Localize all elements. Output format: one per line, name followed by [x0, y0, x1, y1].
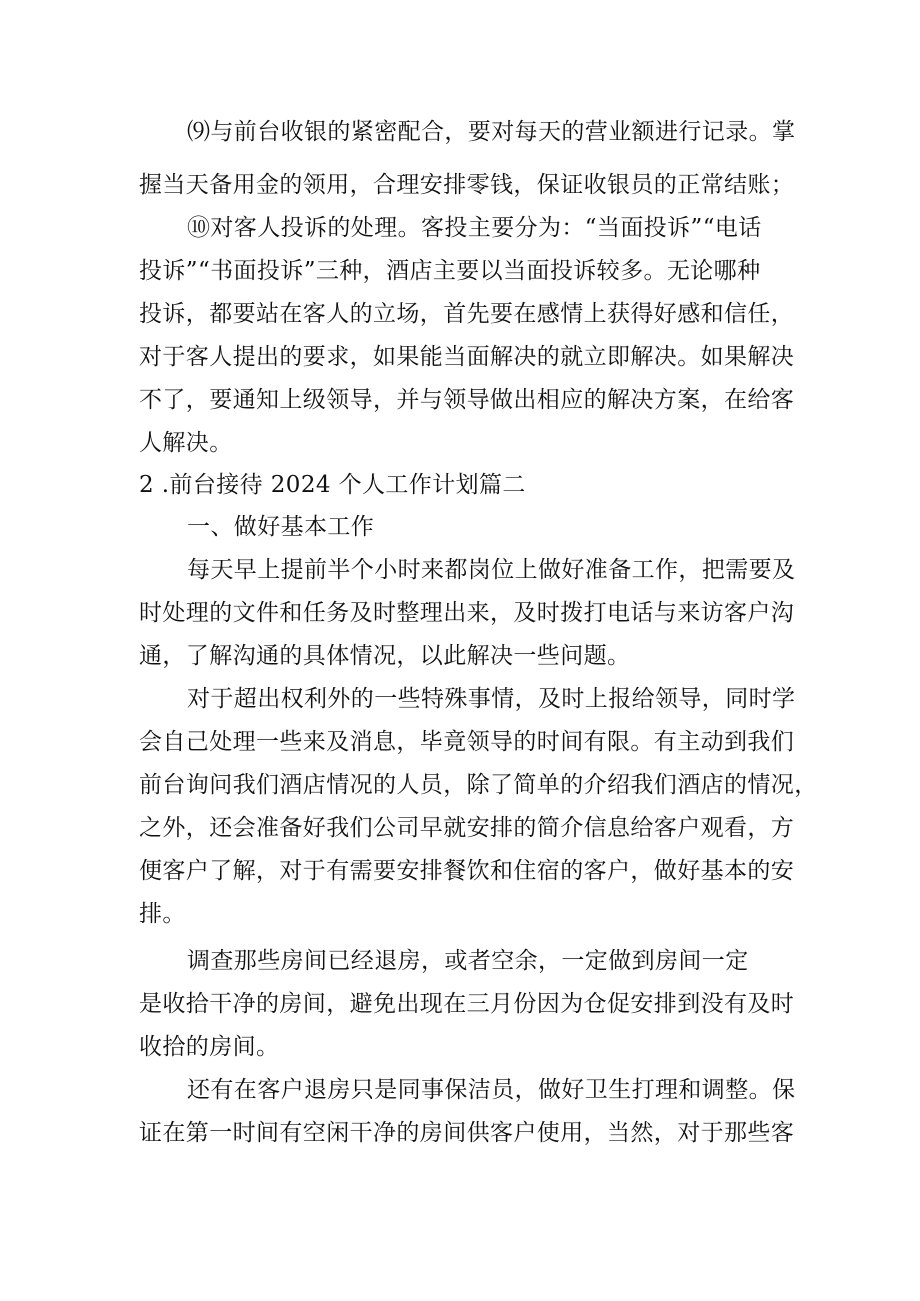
paragraph-line: 通，了解沟通的具体情况，以此解决一些问题。	[139, 643, 631, 669]
paragraph-line: 前台询问我们酒店情况的人员，除了简单的介绍我们酒店的情况，	[139, 772, 818, 798]
paragraph-line: 是收拾干净的房间，避免出现在三月份因为仓促安排到没有及时	[139, 991, 795, 1017]
paragraph-line: 收拾的房间。	[139, 1034, 280, 1060]
paragraph-line: 之外，还会准备好我们公司早就安排的简介信息给客户观看，方	[139, 815, 795, 841]
paragraph-line: 每天早上提前半个小时来都岗位上做好准备工作，把需要及	[187, 557, 796, 583]
paragraph-line: 时处理的文件和任务及时整理出来，及时拨打电话与来访客户沟	[139, 600, 795, 626]
paragraph-line: 人解决。	[139, 430, 233, 456]
paragraph-line: 投诉”“书面投诉”三种，酒店主要以当面投诉较多。无论哪种	[139, 258, 761, 284]
paragraph-line: ⑩对客人投诉的处理。客投主要分为：“当面投诉”“电话	[187, 215, 762, 241]
paragraph-line: 调查那些房间已经退房，或者空余，一定做到房间一定	[187, 948, 749, 974]
subsection-heading: 一、做好基本工作	[187, 514, 375, 540]
paragraph-line: 不了，要通知上级领导，并与领导做出相应的解决方案，在给客	[139, 387, 795, 413]
paragraph-line: 排。	[139, 901, 186, 927]
paragraph-line: 证在第一时间有空闲干净的房间供客户使用，当然，对于那些客	[139, 1120, 795, 1146]
paragraph-line: 对于超出权利外的一些特殊事情，及时上报给领导，同时学	[187, 686, 796, 712]
paragraph-line: 握当天备用金的领用，合理安排零钱，保证收银员的正常结账；	[139, 172, 795, 198]
paragraph-line: 会自己处理一些来及消息，毕竟领导的时间有限。有主动到我们	[139, 729, 795, 755]
section-heading: 2 .前台接待 2024 个人工作计划篇二	[139, 472, 526, 498]
paragraph-line: 投诉，都要站在客人的立场，首先要在感情上获得好感和信任，	[139, 301, 795, 327]
paragraph-line: 还有在客户退房只是同事保洁员，做好卫生打理和调整。保	[187, 1077, 796, 1103]
paragraph-line: 便客户了解，对于有需要安排餐饮和住宿的客户，做好基本的安	[139, 858, 795, 884]
paragraph-line: 对于客人提出的要求，如果能当面解决的就立即解决。如果解决	[139, 344, 795, 370]
paragraph-line: ⑼与前台收银的紧密配合，要对每天的营业额进行记录。掌	[187, 119, 796, 145]
